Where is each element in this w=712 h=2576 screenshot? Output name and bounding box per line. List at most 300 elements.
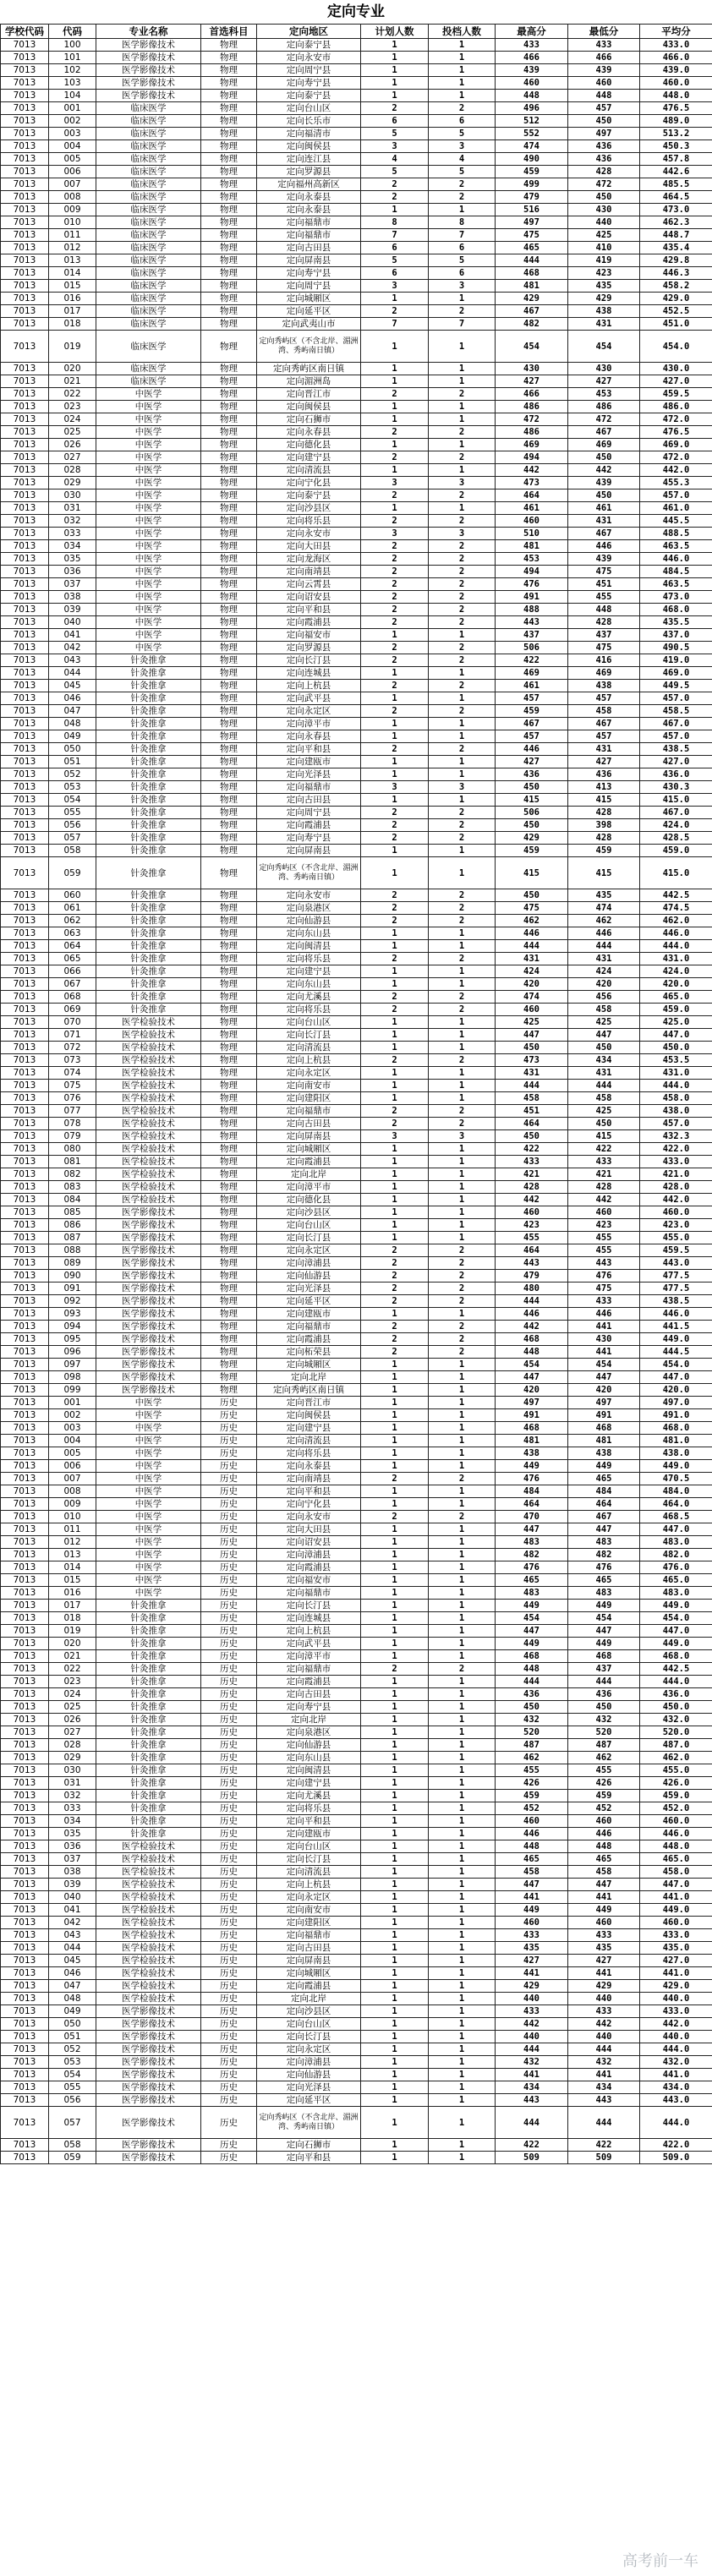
cell-school-code: 7013 bbox=[1, 2056, 49, 2069]
cell-school-code: 7013 bbox=[1, 1866, 49, 1879]
cell-min-score: 442 bbox=[568, 2018, 640, 2031]
cell-first-subject: 物理 bbox=[201, 927, 257, 940]
cell-region: 定向漳浦县 bbox=[257, 1549, 361, 1561]
table-row bbox=[1, 77, 712, 90]
cell-min-score: 457 bbox=[568, 102, 640, 115]
cell-region: 定向寿宁县 bbox=[257, 77, 361, 90]
cell-major-code: 081 bbox=[49, 1156, 96, 1168]
cell-major-code: 075 bbox=[49, 1080, 96, 1092]
cell-major-code: 031 bbox=[49, 502, 96, 515]
table-row bbox=[1, 515, 712, 528]
cell-major-code: 085 bbox=[49, 1206, 96, 1219]
cell-first-subject: 物理 bbox=[201, 1359, 257, 1371]
cell-min-score: 424 bbox=[568, 965, 640, 978]
cell-admitted-count: 1 bbox=[429, 667, 496, 680]
cell-admitted-count: 1 bbox=[429, 439, 496, 451]
cell-max-score: 487 bbox=[496, 1739, 568, 1752]
cell-region: 定向古田县 bbox=[257, 1118, 361, 1130]
cell-max-score: 468 bbox=[496, 1422, 568, 1435]
cell-first-subject: 历史 bbox=[201, 2043, 257, 2056]
cell-avg-score: 447.0 bbox=[640, 1029, 712, 1042]
cell-major-code: 006 bbox=[49, 166, 96, 178]
cell-school-code: 7013 bbox=[1, 1143, 49, 1156]
table-row bbox=[1, 965, 712, 978]
cell-region: 定向平和县 bbox=[257, 743, 361, 756]
cell-major-name: 医学影像技术 bbox=[96, 1384, 201, 1397]
cell-plan-count: 2 bbox=[361, 819, 429, 832]
cell-major-code: 002 bbox=[49, 1409, 96, 1422]
cell-max-score: 467 bbox=[496, 305, 568, 318]
cell-region: 定向闽清县 bbox=[257, 1764, 361, 1777]
cell-region: 定向永定区 bbox=[257, 1244, 361, 1257]
cell-school-code: 7013 bbox=[1, 39, 49, 52]
cell-school-code: 7013 bbox=[1, 191, 49, 204]
cell-major-code: 014 bbox=[49, 267, 96, 280]
cell-first-subject: 历史 bbox=[201, 1955, 257, 1967]
cell-first-subject: 历史 bbox=[201, 1523, 257, 1536]
cell-min-score: 455 bbox=[568, 591, 640, 604]
cell-major-name: 针灸推拿 bbox=[96, 1004, 201, 1016]
cell-admitted-count: 1 bbox=[429, 2031, 496, 2043]
table-row bbox=[1, 1638, 712, 1650]
table-row bbox=[1, 1929, 712, 1942]
cell-plan-count: 1 bbox=[361, 1993, 429, 2005]
cell-first-subject: 历史 bbox=[201, 1714, 257, 1726]
cell-min-score: 421 bbox=[568, 1168, 640, 1181]
cell-admitted-count: 2 bbox=[429, 642, 496, 654]
cell-max-score: 450 bbox=[496, 819, 568, 832]
cell-plan-count: 2 bbox=[361, 889, 429, 902]
cell-plan-count: 1 bbox=[361, 1739, 429, 1752]
cell-min-score: 468 bbox=[568, 1650, 640, 1663]
cell-avg-score: 468.0 bbox=[640, 1650, 712, 1663]
table-row bbox=[1, 242, 712, 254]
cell-admitted-count: 1 bbox=[429, 1168, 496, 1181]
cell-plan-count: 1 bbox=[361, 1917, 429, 1929]
table-row bbox=[1, 832, 712, 845]
cell-school-code: 7013 bbox=[1, 1625, 49, 1638]
cell-region: 定向武平县 bbox=[257, 692, 361, 705]
cell-region: 定向漳平市 bbox=[257, 1650, 361, 1663]
cell-plan-count: 2 bbox=[361, 489, 429, 502]
cell-plan-count: 1 bbox=[361, 52, 429, 64]
cell-major-name: 中医学 bbox=[96, 1523, 201, 1536]
cell-major-name: 中医学 bbox=[96, 591, 201, 604]
cell-avg-score: 472.0 bbox=[640, 451, 712, 464]
cell-major-code: 003 bbox=[49, 1422, 96, 1435]
cell-first-subject: 物理 bbox=[201, 1308, 257, 1321]
cell-region: 定向罗源县 bbox=[257, 642, 361, 654]
cell-region: 定向福鼎市 bbox=[257, 1105, 361, 1118]
cell-avg-score: 432.3 bbox=[640, 1130, 712, 1143]
cell-max-score: 460 bbox=[496, 77, 568, 90]
cell-max-score: 448 bbox=[496, 1840, 568, 1853]
cell-avg-score: 426.0 bbox=[640, 1777, 712, 1790]
cell-school-code: 7013 bbox=[1, 604, 49, 616]
cell-min-score: 455 bbox=[568, 1764, 640, 1777]
cell-admitted-count: 3 bbox=[429, 280, 496, 293]
cell-avg-score: 429.0 bbox=[640, 293, 712, 305]
cell-admitted-count: 1 bbox=[429, 1435, 496, 1447]
cell-major-name: 针灸推拿 bbox=[96, 1764, 201, 1777]
cell-school-code: 7013 bbox=[1, 242, 49, 254]
cell-plan-count: 2 bbox=[361, 451, 429, 464]
cell-admitted-count: 1 bbox=[429, 77, 496, 90]
cell-school-code: 7013 bbox=[1, 140, 49, 153]
cell-max-score: 497 bbox=[496, 216, 568, 229]
cell-avg-score: 457.0 bbox=[640, 1118, 712, 1130]
cell-region: 定向晋江市 bbox=[257, 1397, 361, 1409]
cell-region: 定向上杭县 bbox=[257, 680, 361, 692]
cell-plan-count: 1 bbox=[361, 1879, 429, 1891]
cell-plan-count: 1 bbox=[361, 1904, 429, 1917]
cell-max-score: 457 bbox=[496, 730, 568, 743]
cell-major-name: 医学检验技术 bbox=[96, 1067, 201, 1080]
cell-avg-score: 419.0 bbox=[640, 654, 712, 667]
cell-first-subject: 物理 bbox=[201, 191, 257, 204]
cell-max-score: 475 bbox=[496, 902, 568, 915]
cell-min-score: 468 bbox=[568, 1422, 640, 1435]
cell-major-name: 针灸推拿 bbox=[96, 794, 201, 807]
cell-first-subject: 历史 bbox=[201, 1663, 257, 1676]
cell-first-subject: 历史 bbox=[201, 1485, 257, 1498]
cell-plan-count: 1 bbox=[361, 1840, 429, 1853]
cell-first-subject: 物理 bbox=[201, 242, 257, 254]
cell-admitted-count: 1 bbox=[429, 1308, 496, 1321]
cell-max-score: 440 bbox=[496, 1993, 568, 2005]
cell-max-score: 490 bbox=[496, 153, 568, 166]
cell-region: 定向建宁县 bbox=[257, 451, 361, 464]
cell-min-score: 441 bbox=[568, 2069, 640, 2081]
cell-min-score: 431 bbox=[568, 953, 640, 965]
cell-region: 定向清流县 bbox=[257, 1435, 361, 1447]
cell-max-score: 442 bbox=[496, 1194, 568, 1206]
cell-plan-count: 1 bbox=[361, 2081, 429, 2094]
cell-school-code: 7013 bbox=[1, 1549, 49, 1561]
cell-plan-count: 1 bbox=[361, 1206, 429, 1219]
cell-major-name: 针灸推拿 bbox=[96, 680, 201, 692]
table-row bbox=[1, 1650, 712, 1663]
cell-first-subject: 物理 bbox=[201, 692, 257, 705]
cell-major-name: 针灸推拿 bbox=[96, 1688, 201, 1701]
cell-min-score: 431 bbox=[568, 1067, 640, 1080]
cell-region: 定向福鼎市 bbox=[257, 1929, 361, 1942]
cell-admitted-count: 1 bbox=[429, 413, 496, 426]
cell-admitted-count: 2 bbox=[429, 807, 496, 819]
cell-major-code: 096 bbox=[49, 1346, 96, 1359]
cell-max-score: 441 bbox=[496, 2069, 568, 2081]
cell-admitted-count: 1 bbox=[429, 1447, 496, 1460]
cell-school-code: 7013 bbox=[1, 388, 49, 401]
cell-school-code: 7013 bbox=[1, 1917, 49, 1929]
cell-avg-score: 447.0 bbox=[640, 1625, 712, 1638]
cell-plan-count: 1 bbox=[361, 1549, 429, 1561]
cell-region: 定向北岸 bbox=[257, 1714, 361, 1726]
cell-min-score: 441 bbox=[568, 1346, 640, 1359]
cell-min-score: 433 bbox=[568, 1929, 640, 1942]
cell-first-subject: 物理 bbox=[201, 90, 257, 102]
cell-first-subject: 历史 bbox=[201, 1397, 257, 1409]
cell-major-code: 076 bbox=[49, 1092, 96, 1105]
cell-avg-score: 432.0 bbox=[640, 2056, 712, 2069]
cell-min-score: 415 bbox=[568, 794, 640, 807]
cell-admitted-count: 1 bbox=[429, 1967, 496, 1980]
cell-major-name: 中医学 bbox=[96, 642, 201, 654]
cell-avg-score: 484.5 bbox=[640, 566, 712, 578]
cell-avg-score: 446.0 bbox=[640, 1828, 712, 1840]
cell-major-code: 033 bbox=[49, 1802, 96, 1815]
table-row bbox=[1, 1993, 712, 2005]
cell-major-code: 013 bbox=[49, 254, 96, 267]
cell-min-score: 462 bbox=[568, 1752, 640, 1764]
table-row bbox=[1, 413, 712, 426]
cell-avg-score: 452.5 bbox=[640, 305, 712, 318]
cell-first-subject: 物理 bbox=[201, 153, 257, 166]
cell-admitted-count: 1 bbox=[429, 1587, 496, 1600]
cell-major-code: 038 bbox=[49, 591, 96, 604]
cell-max-score: 516 bbox=[496, 204, 568, 216]
cell-admitted-count: 3 bbox=[429, 140, 496, 153]
cell-admitted-count: 2 bbox=[429, 1473, 496, 1485]
cell-first-subject: 物理 bbox=[201, 464, 257, 477]
cell-avg-score: 460.0 bbox=[640, 1206, 712, 1219]
cell-avg-score: 468.0 bbox=[640, 1422, 712, 1435]
cell-plan-count: 2 bbox=[361, 705, 429, 718]
cell-avg-score: 432.0 bbox=[640, 1714, 712, 1726]
cell-major-name: 针灸推拿 bbox=[96, 965, 201, 978]
cell-max-score: 449 bbox=[496, 1904, 568, 1917]
cell-admitted-count: 1 bbox=[429, 1726, 496, 1739]
cell-school-code: 7013 bbox=[1, 1105, 49, 1118]
cell-major-code: 031 bbox=[49, 1777, 96, 1790]
cell-max-score: 462 bbox=[496, 1752, 568, 1764]
cell-major-code: 092 bbox=[49, 1295, 96, 1308]
cell-plan-count: 1 bbox=[361, 1092, 429, 1105]
cell-min-score: 434 bbox=[568, 1054, 640, 1067]
cell-major-code: 084 bbox=[49, 1194, 96, 1206]
cell-first-subject: 物理 bbox=[201, 426, 257, 439]
table-row bbox=[1, 1295, 712, 1308]
cell-major-code: 012 bbox=[49, 1536, 96, 1549]
cell-avg-score: 449.0 bbox=[640, 1333, 712, 1346]
cell-admitted-count: 5 bbox=[429, 254, 496, 267]
cell-school-code: 7013 bbox=[1, 293, 49, 305]
cell-region: 定向寿宁县 bbox=[257, 1701, 361, 1714]
cell-major-code: 044 bbox=[49, 1942, 96, 1955]
cell-admitted-count: 1 bbox=[429, 1650, 496, 1663]
cell-avg-score: 453.5 bbox=[640, 1054, 712, 1067]
table-row bbox=[1, 730, 712, 743]
cell-first-subject: 历史 bbox=[201, 1917, 257, 1929]
cell-major-name: 临床医学 bbox=[96, 305, 201, 318]
cell-major-name: 医学检验技术 bbox=[96, 1904, 201, 1917]
cell-plan-count: 2 bbox=[361, 553, 429, 566]
cell-school-code: 7013 bbox=[1, 1929, 49, 1942]
cell-major-name: 中医学 bbox=[96, 477, 201, 489]
cell-region: 定向建阳区 bbox=[257, 1917, 361, 1929]
cell-avg-score: 444.0 bbox=[640, 2107, 712, 2139]
cell-major-name: 针灸推拿 bbox=[96, 1790, 201, 1802]
table-row bbox=[1, 489, 712, 502]
cell-major-code: 029 bbox=[49, 1752, 96, 1764]
cell-major-code: 103 bbox=[49, 77, 96, 90]
cell-first-subject: 物理 bbox=[201, 819, 257, 832]
cell-major-code: 034 bbox=[49, 540, 96, 553]
cell-school-code: 7013 bbox=[1, 1574, 49, 1587]
table-row bbox=[1, 718, 712, 730]
cell-region: 定向建宁县 bbox=[257, 1777, 361, 1790]
cell-avg-score: 462.0 bbox=[640, 1752, 712, 1764]
cell-major-name: 医学检验技术 bbox=[96, 1942, 201, 1955]
table-row bbox=[1, 1422, 712, 1435]
cell-avg-score: 459.5 bbox=[640, 1244, 712, 1257]
cell-max-score: 454 bbox=[496, 331, 568, 363]
cell-min-score: 454 bbox=[568, 1359, 640, 1371]
cell-min-score: 419 bbox=[568, 254, 640, 267]
table-row bbox=[1, 1004, 712, 1016]
table-row bbox=[1, 680, 712, 692]
cell-max-score: 450 bbox=[496, 1130, 568, 1143]
cell-avg-score: 442.5 bbox=[640, 889, 712, 902]
cell-min-score: 461 bbox=[568, 502, 640, 515]
table-row bbox=[1, 1942, 712, 1955]
table-row bbox=[1, 1688, 712, 1701]
cell-min-score: 460 bbox=[568, 1815, 640, 1828]
table-row bbox=[1, 1346, 712, 1359]
cell-avg-score: 449.0 bbox=[640, 1600, 712, 1612]
cell-major-code: 015 bbox=[49, 280, 96, 293]
cell-region: 定向长汀县 bbox=[257, 1232, 361, 1244]
cell-region: 定向晋江市 bbox=[257, 388, 361, 401]
cell-major-name: 中医学 bbox=[96, 1549, 201, 1561]
cell-admitted-count: 1 bbox=[429, 293, 496, 305]
table-row bbox=[1, 1574, 712, 1587]
cell-major-code: 016 bbox=[49, 1587, 96, 1600]
cell-first-subject: 物理 bbox=[201, 1257, 257, 1270]
cell-max-score: 469 bbox=[496, 667, 568, 680]
cell-school-code: 7013 bbox=[1, 280, 49, 293]
cell-region: 定向尤溪县 bbox=[257, 991, 361, 1004]
cell-major-name: 临床医学 bbox=[96, 153, 201, 166]
cell-avg-score: 431.0 bbox=[640, 1067, 712, 1080]
cell-admitted-count: 2 bbox=[429, 1346, 496, 1359]
cell-first-subject: 历史 bbox=[201, 1625, 257, 1638]
cell-first-subject: 历史 bbox=[201, 1549, 257, 1561]
cell-min-score: 398 bbox=[568, 819, 640, 832]
cell-plan-count: 2 bbox=[361, 1257, 429, 1270]
cell-first-subject: 物理 bbox=[201, 140, 257, 153]
cell-first-subject: 物理 bbox=[201, 1321, 257, 1333]
cell-school-code: 7013 bbox=[1, 1295, 49, 1308]
cell-major-code: 060 bbox=[49, 889, 96, 902]
cell-major-code: 028 bbox=[49, 464, 96, 477]
cell-region: 定向永泰县 bbox=[257, 191, 361, 204]
cell-plan-count: 2 bbox=[361, 1054, 429, 1067]
cell-min-score: 450 bbox=[568, 489, 640, 502]
cell-min-score: 497 bbox=[568, 128, 640, 140]
cell-school-code: 7013 bbox=[1, 654, 49, 667]
cell-region: 定向连江县 bbox=[257, 153, 361, 166]
table-row bbox=[1, 1498, 712, 1511]
cell-admitted-count: 1 bbox=[429, 794, 496, 807]
cell-max-score: 450 bbox=[496, 781, 568, 794]
cell-min-score: 423 bbox=[568, 1219, 640, 1232]
cell-school-code: 7013 bbox=[1, 1409, 49, 1422]
column-header-major-code: 代码 bbox=[49, 25, 96, 39]
cell-plan-count: 4 bbox=[361, 153, 429, 166]
cell-plan-count: 2 bbox=[361, 540, 429, 553]
cell-admitted-count: 3 bbox=[429, 1130, 496, 1143]
cell-major-name: 医学检验技术 bbox=[96, 1967, 201, 1980]
cell-major-name: 医学影像技术 bbox=[96, 1232, 201, 1244]
cell-first-subject: 物理 bbox=[201, 1156, 257, 1168]
cell-major-name: 针灸推拿 bbox=[96, 1625, 201, 1638]
cell-admitted-count: 1 bbox=[429, 1181, 496, 1194]
cell-school-code: 7013 bbox=[1, 1447, 49, 1460]
cell-max-score: 436 bbox=[496, 1688, 568, 1701]
cell-admitted-count: 2 bbox=[429, 1054, 496, 1067]
cell-plan-count: 1 bbox=[361, 439, 429, 451]
cell-region: 定向光泽县 bbox=[257, 768, 361, 781]
cell-major-name: 医学检验技术 bbox=[96, 1080, 201, 1092]
cell-school-code: 7013 bbox=[1, 331, 49, 363]
cell-plan-count: 2 bbox=[361, 1511, 429, 1523]
cell-plan-count: 3 bbox=[361, 528, 429, 540]
cell-max-score: 482 bbox=[496, 318, 568, 331]
cell-min-score: 469 bbox=[568, 667, 640, 680]
cell-plan-count: 3 bbox=[361, 781, 429, 794]
cell-major-name: 医学影像技术 bbox=[96, 1359, 201, 1371]
cell-plan-count: 2 bbox=[361, 515, 429, 528]
cell-plan-count: 2 bbox=[361, 591, 429, 604]
cell-major-code: 050 bbox=[49, 743, 96, 756]
cell-min-score: 446 bbox=[568, 540, 640, 553]
cell-plan-count: 1 bbox=[361, 2069, 429, 2081]
cell-admitted-count: 1 bbox=[429, 1929, 496, 1942]
cell-avg-score: 474.5 bbox=[640, 902, 712, 915]
cell-max-score: 422 bbox=[496, 1143, 568, 1156]
cell-region: 定向古田县 bbox=[257, 1688, 361, 1701]
cell-region: 定向古田县 bbox=[257, 242, 361, 254]
cell-admitted-count: 2 bbox=[429, 1257, 496, 1270]
cell-min-score: 433 bbox=[568, 2005, 640, 2018]
cell-max-score: 459 bbox=[496, 166, 568, 178]
cell-major-name: 中医学 bbox=[96, 464, 201, 477]
cell-first-subject: 物理 bbox=[201, 756, 257, 768]
cell-region: 定向平和县 bbox=[257, 1815, 361, 1828]
cell-major-name: 中医学 bbox=[96, 1447, 201, 1460]
table-row bbox=[1, 90, 712, 102]
cell-avg-score: 438.5 bbox=[640, 1295, 712, 1308]
cell-avg-score: 472.0 bbox=[640, 413, 712, 426]
cell-avg-score: 465.0 bbox=[640, 1853, 712, 1866]
cell-first-subject: 历史 bbox=[201, 1929, 257, 1942]
cell-min-score: 443 bbox=[568, 1257, 640, 1270]
cell-region: 定向长汀县 bbox=[257, 1853, 361, 1866]
cell-major-code: 056 bbox=[49, 2094, 96, 2107]
cell-major-code: 068 bbox=[49, 991, 96, 1004]
cell-school-code: 7013 bbox=[1, 857, 49, 889]
cell-first-subject: 历史 bbox=[201, 1764, 257, 1777]
cell-major-name: 医学影像技术 bbox=[96, 2069, 201, 2081]
cell-major-name: 针灸推拿 bbox=[96, 915, 201, 927]
cell-school-code: 7013 bbox=[1, 718, 49, 730]
cell-admitted-count: 1 bbox=[429, 52, 496, 64]
cell-first-subject: 历史 bbox=[201, 1777, 257, 1790]
cell-region: 定向将乐县 bbox=[257, 1447, 361, 1460]
table-row bbox=[1, 1080, 712, 1092]
cell-avg-score: 444.5 bbox=[640, 1346, 712, 1359]
